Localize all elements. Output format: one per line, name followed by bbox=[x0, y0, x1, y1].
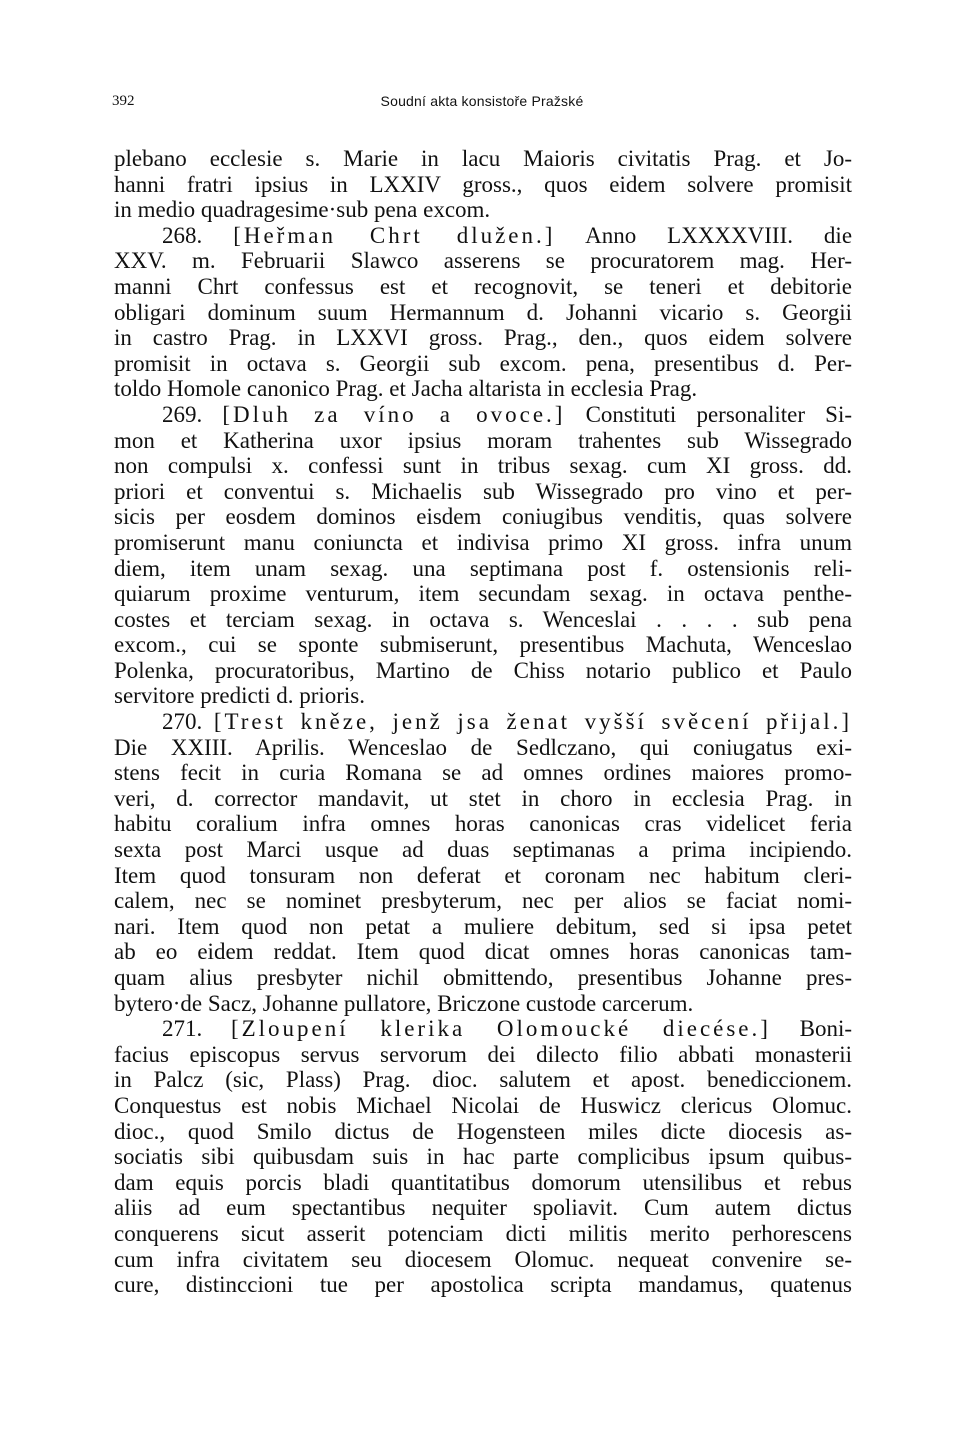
page-number: 392 bbox=[112, 93, 135, 109]
text-line bbox=[114, 146, 852, 172]
line-text: servitore predicti d. prioris. bbox=[114, 683, 366, 709]
line-text: Conquestus est nobis Michael Nicolai de Huswicz clericus Olomuc. bbox=[114, 1092, 852, 1118]
text-line bbox=[114, 658, 852, 684]
text-line bbox=[114, 607, 852, 633]
entry-number: 268. bbox=[162, 222, 234, 248]
text-line bbox=[114, 1144, 852, 1170]
text-line bbox=[114, 274, 852, 300]
text-line bbox=[114, 556, 852, 582]
text-line bbox=[114, 172, 852, 198]
line-text: costes et terciam sexag. in octava s. Wenceslai . . . . sub pena bbox=[114, 606, 852, 632]
text-line bbox=[114, 1221, 852, 1247]
text-line bbox=[114, 325, 852, 351]
text-line bbox=[114, 1093, 852, 1119]
line-text: priori et conventui s. Michaelis sub Wissegrado pro vino et per- bbox=[114, 478, 852, 504]
line-text: dioc., quod Smilo dictus de Hogensteen miles dicte diocesis as- bbox=[114, 1118, 852, 1144]
line-text: toldo Homole canonico Prag. et Jacha altarista in ecclesia Prag. bbox=[114, 376, 698, 402]
line-text: Polenka, procuratoribus, Martino de Chiss notario publico et Paulo bbox=[114, 657, 852, 683]
line-text: Die XXIII. Aprilis. Wenceslao de Sedlczano, qui coniugatus exi- bbox=[114, 734, 852, 760]
text-line bbox=[114, 428, 852, 454]
text-line bbox=[114, 300, 852, 326]
text-line bbox=[114, 479, 852, 505]
text-line bbox=[114, 914, 852, 940]
line-text: promisit in octava s. Georgii sub excom. pena, presentibus d. Per- bbox=[114, 350, 852, 376]
running-head: Soudní akta konsistoře Pražské bbox=[380, 93, 584, 109]
text-line bbox=[114, 811, 852, 837]
line-text: quam alius presbyter nichil obmittendo, presentibus Johanne pres- bbox=[114, 965, 852, 990]
line-text: bytero·de Sacz, Johanne pullatore, Briczone custode carcerum. bbox=[114, 990, 694, 1016]
line-text: Item quod tonsuram non deferat et coronam nec habitum cleri- bbox=[114, 862, 852, 888]
text-line bbox=[114, 991, 852, 1017]
text-line bbox=[114, 863, 852, 889]
line-text: cure, distinccioni tue per apostolica scripta mandamus, quatenus bbox=[114, 1272, 852, 1298]
line-text: sicis per eosdem dominos eisdem coniugibus venditis, quas solvere bbox=[114, 504, 852, 530]
line-text: manni Chrt confessus est et recognovit, se teneri et debitorie bbox=[114, 273, 852, 299]
line-text: veri, d. corrector mandavit, ut stet in choro in ecclesia Prag. in bbox=[114, 785, 852, 811]
text-line bbox=[114, 1119, 852, 1145]
document-body bbox=[114, 146, 852, 1298]
text-line bbox=[114, 197, 852, 223]
entry-number: 270. bbox=[162, 709, 214, 735]
line-text: hanni fratri ipsius in LXXIV gross., quos eidem solvere promisit bbox=[114, 171, 852, 197]
line-text: excom., cui se sponte submiserunt, presentibus Machuta, Wenceslao bbox=[114, 632, 852, 658]
line-text: habitu coralium infra omnes horas canonicas cras videlicet feria bbox=[114, 811, 852, 837]
line-text: dam equis porcis bladi quantitatibus domorum utensilibus et rebus bbox=[114, 1169, 852, 1195]
entry-number: 271. bbox=[162, 1016, 231, 1042]
line-text: obligari dominum suum Hermannum d. Johanni vicario s. Georgii bbox=[114, 299, 852, 325]
entry-heading: [Zloupení klerika Olomoucké diecése.] bbox=[230, 1016, 771, 1042]
text-line bbox=[114, 504, 852, 530]
text-line bbox=[114, 939, 852, 965]
line-text: Constituti personaliter Si- bbox=[565, 401, 852, 427]
text-line bbox=[114, 1195, 852, 1221]
entry-heading: [Dluh za víno a ovoce.] bbox=[222, 401, 566, 427]
text-line bbox=[114, 683, 852, 709]
entry-first-line bbox=[114, 709, 852, 735]
text-line bbox=[114, 1272, 852, 1298]
text-line bbox=[114, 632, 852, 658]
line-text: stens fecit in curia Romana se ad omnes ordines maiores promo- bbox=[114, 760, 852, 786]
entry-first-line bbox=[114, 1016, 852, 1042]
line-text: conquerens sicut asserit potenciam dicti militis merito perhorescens bbox=[114, 1220, 852, 1246]
text-line bbox=[114, 965, 852, 991]
line-text: in Palcz (sic, Plass) Prag. dioc. salutem et apost. benediccionem. bbox=[114, 1067, 852, 1093]
line-text: in castro Prag. in LXXVI gross. Prag., den., quos eidem solvere bbox=[114, 325, 852, 351]
text-line bbox=[114, 351, 852, 377]
line-text: in medio quadragesime·sub pena excom. bbox=[114, 197, 491, 223]
line-text: XXV. m. Februarii Slawco asserens se procuratorem mag. Her- bbox=[114, 248, 852, 274]
entry-heading: [Trest kněze, jenž jsa ženat vyšší svěcení přijal.] bbox=[213, 709, 853, 735]
line-text: sociatis sibi quibusdam suis in hac parte complicibus ipsum quibus- bbox=[114, 1144, 852, 1170]
entry-first-line bbox=[114, 402, 852, 428]
line-text: Anno LXXXXVIII. die bbox=[555, 222, 853, 248]
line-text: nari. Item quod non petat a muliere debitum, sed si ipsa petet bbox=[114, 913, 852, 939]
line-text: ab eo eidem reddat. Item quod dicat omnes horas canonicas tam- bbox=[114, 939, 852, 965]
entry-first-line bbox=[114, 223, 852, 249]
line-text: quiarum proxime venturum, item secundam sexag. in octava penthe- bbox=[114, 581, 852, 607]
page-header bbox=[112, 93, 852, 113]
text-line bbox=[114, 453, 852, 479]
line-text: aliis ad eum spectantibus nequiter spoliavit. Cum autem dictus bbox=[114, 1195, 852, 1221]
line-text: mon et Katherina uxor ipsius moram trahentes sub Wissegrado bbox=[114, 427, 852, 453]
text-line bbox=[114, 1247, 852, 1273]
line-text: Boni- bbox=[770, 1016, 853, 1042]
line-text: promiserunt manu coniuncta et indivisa primo XI gross. infra unum bbox=[114, 529, 852, 555]
line-text: calem, nec se nominet presbyterum, nec per alios se faciat nomi- bbox=[114, 888, 852, 914]
text-line bbox=[114, 760, 852, 786]
line-text: facius episcopus servus servorum dei dilecto filio abbati monasterii bbox=[114, 1041, 852, 1067]
entry-number: 269. bbox=[162, 401, 223, 427]
text-line bbox=[114, 1170, 852, 1196]
text-line bbox=[114, 248, 852, 274]
text-line bbox=[114, 837, 852, 863]
line-text: plebano ecclesie s. Marie in lacu Maioris civitatis Prag. et Jo- bbox=[114, 146, 852, 171]
line-text: sexta post Marci usque ad duas septimanas a prima incipiendo. bbox=[114, 837, 852, 863]
text-line bbox=[114, 376, 852, 402]
text-line bbox=[114, 1067, 852, 1093]
entry-heading: [Heřman Chrt dlužen.] bbox=[233, 222, 556, 248]
text-line bbox=[114, 530, 852, 556]
line-text: non compulsi x. confessi sunt in tribus sexag. cum XI gross. dd. bbox=[114, 453, 852, 479]
text-line bbox=[114, 888, 852, 914]
line-text: cum infra civitatem seu diocesem Olomuc. nequeat convenire se- bbox=[114, 1246, 852, 1272]
text-line bbox=[114, 735, 852, 761]
line-text: diem, item unam sexag. una septimana post f. ostensionis reli- bbox=[114, 555, 852, 581]
text-line bbox=[114, 1042, 852, 1068]
text-line bbox=[114, 786, 852, 812]
text-line bbox=[114, 581, 852, 607]
